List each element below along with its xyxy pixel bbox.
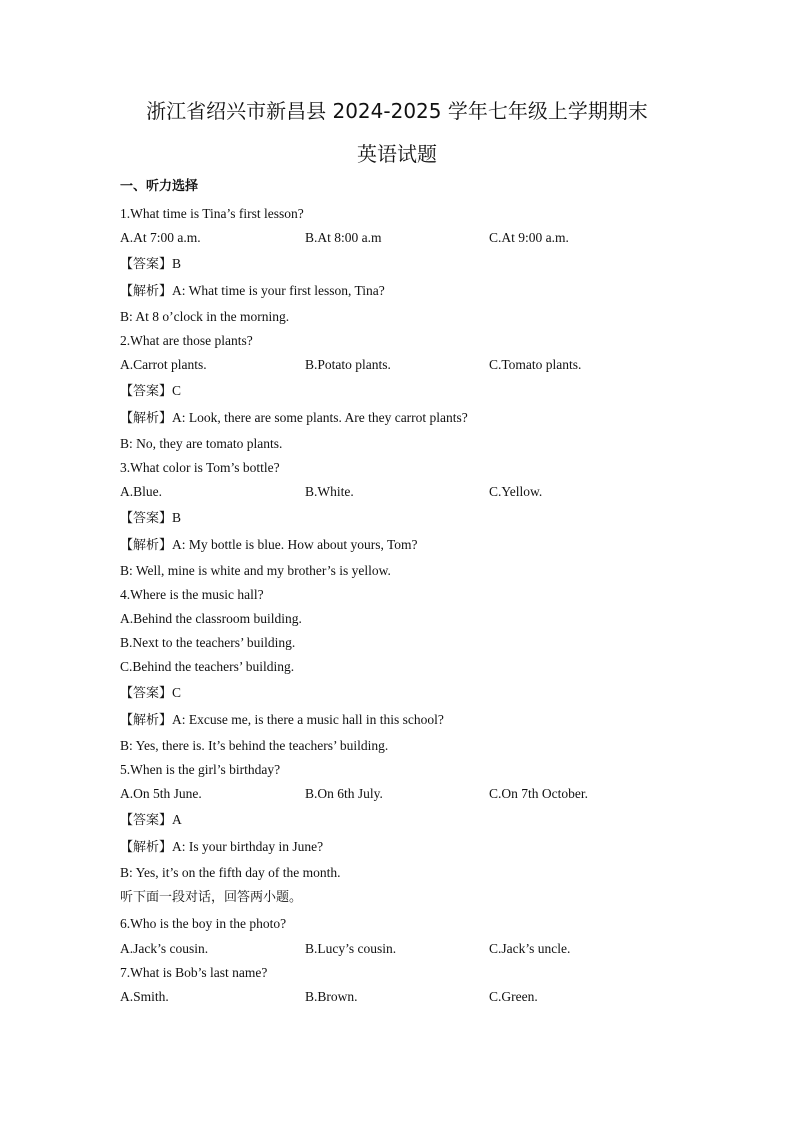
answer-value: B <box>172 256 182 271</box>
q1-analysis-b: B: At 8 o’clock in the morning. <box>120 309 290 324</box>
q5-analysis <box>120 838 323 857</box>
q1-option-b: B.At 8:00 a.m <box>305 230 382 245</box>
q7-option-a: A.Smith. <box>120 989 169 1004</box>
analysis-text: A: My bottle is blue. How about yours, Tom? <box>172 537 418 552</box>
question-7: 7.What is Bob’s last name? <box>120 965 268 980</box>
q6-option-c: C.Jack’s uncle. <box>489 941 571 956</box>
answer-label: 【答案】 <box>120 813 173 828</box>
q4-analysis-b: B: Yes, there is. It’s behind the teachers’ building. <box>120 738 389 753</box>
question-2: 2.What are those plants? <box>120 333 253 348</box>
q2-option-a: A.Carrot plants. <box>120 357 207 372</box>
answer-label: 【答案】 <box>120 384 173 399</box>
analysis-label: 【解析】 <box>120 284 173 299</box>
q2-option-c: C.Tomato plants. <box>489 357 582 372</box>
page-title-line1: 浙江省绍兴市新昌县 2024-2025 学年七年级上学期期末 <box>146 99 648 123</box>
answer-value: C <box>172 383 182 398</box>
q3-answer <box>120 509 181 528</box>
q5-option-c: C.On 7th October. <box>489 786 588 801</box>
question-6: 6.Who is the boy in the photo? <box>120 916 287 931</box>
q5-option-b: B.On 6th July. <box>305 786 383 801</box>
analysis-label: 【解析】 <box>120 538 173 553</box>
analysis-label: 【解析】 <box>120 411 173 426</box>
q3-option-a: A.Blue. <box>120 484 162 499</box>
q1-analysis <box>120 282 385 301</box>
question-5: 5.When is the girl’s birthday? <box>120 762 281 777</box>
q2-option-b: B.Potato plants. <box>305 357 391 372</box>
q2-answer <box>120 382 181 401</box>
analysis-text: A: Excuse me, is there a music hall in this school? <box>172 712 444 727</box>
q4-analysis <box>120 711 444 730</box>
question-4: 4.Where is the music hall? <box>120 587 264 602</box>
q1-option-a: A.At 7:00 a.m. <box>120 230 201 245</box>
q3-analysis <box>120 536 418 555</box>
listening-instruction: 听下面一段对话，回答两小题。 <box>120 890 303 905</box>
analysis-label: 【解析】 <box>120 840 173 855</box>
q3-option-c: C.Yellow. <box>489 484 543 499</box>
q4-option-b: B.Next to the teachers’ building. <box>120 635 296 650</box>
answer-label: 【答案】 <box>120 511 173 526</box>
analysis-text: A: Is your birthday in June? <box>172 839 324 854</box>
q2-analysis <box>120 409 468 428</box>
section-heading: 一、听力选择 <box>120 179 199 194</box>
answer-value: A <box>172 812 182 827</box>
q3-option-b: B.White. <box>305 484 354 499</box>
q4-option-a: A.Behind the classroom building. <box>120 611 302 626</box>
q3-analysis-b: B: Well, mine is white and my brother’s is yellow. <box>120 563 391 578</box>
q6-option-b: B.Lucy’s cousin. <box>305 941 397 956</box>
analysis-label: 【解析】 <box>120 713 173 728</box>
answer-value: C <box>172 685 182 700</box>
analysis-text: A: What time is your first lesson, Tina? <box>172 283 385 298</box>
q5-answer <box>120 811 182 830</box>
analysis-text: A: Look, there are some plants. Are they carrot plants? <box>172 410 468 425</box>
q6-option-a: A.Jack’s cousin. <box>120 941 209 956</box>
q4-answer <box>120 684 181 703</box>
page-title-line2: 英语试题 <box>357 142 437 166</box>
q5-analysis-b: B: Yes, it’s on the fifth day of the month. <box>120 865 341 880</box>
answer-label: 【答案】 <box>120 686 173 701</box>
question-3: 3.What color is Tom’s bottle? <box>120 460 280 475</box>
q7-option-b: B.Brown. <box>305 989 358 1004</box>
q2-analysis-b: B: No, they are tomato plants. <box>120 436 283 451</box>
answer-value: B <box>172 510 182 525</box>
q7-option-c: C.Green. <box>489 989 538 1004</box>
question-1: 1.What time is Tina’s first lesson? <box>120 206 304 221</box>
q1-answer <box>120 255 181 274</box>
q5-option-a: A.On 5th June. <box>120 786 202 801</box>
q1-option-c: C.At 9:00 a.m. <box>489 230 569 245</box>
answer-label: 【答案】 <box>120 257 173 272</box>
q4-option-c: C.Behind the teachers’ building. <box>120 659 295 674</box>
